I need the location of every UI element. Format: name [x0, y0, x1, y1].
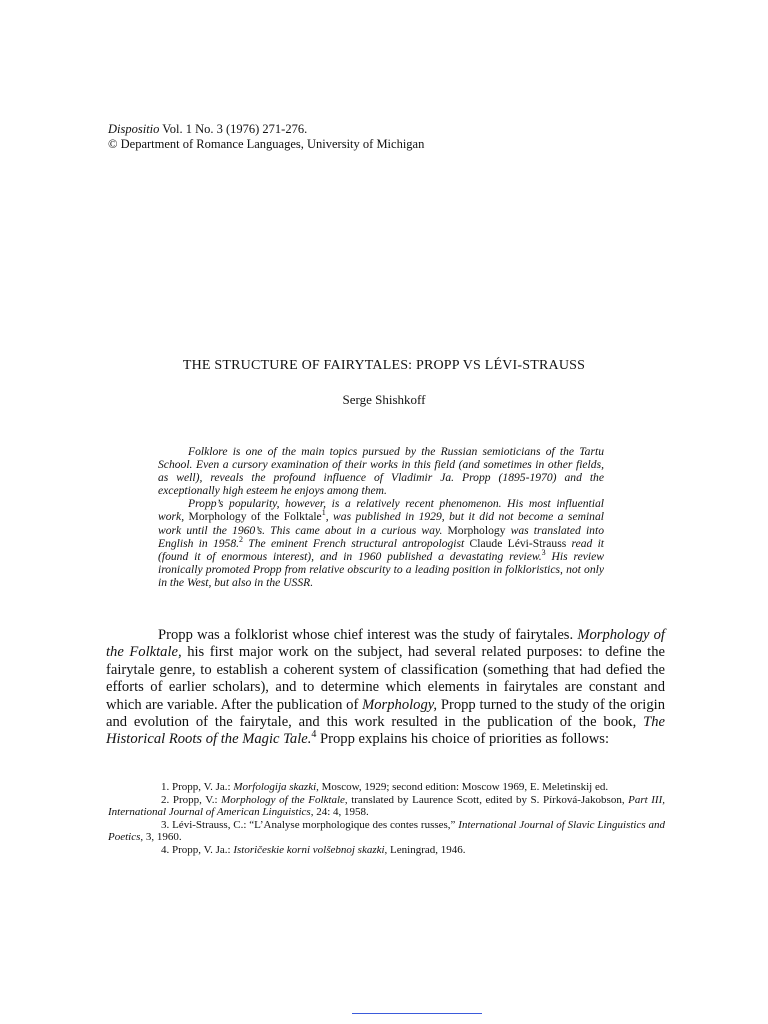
footnote-ref: 2: [239, 534, 244, 544]
footnotes: [108, 781, 665, 857]
footnote-1: 1. Propp, V. Ja.: Morfologija skazki, Moscow, 1929; second edition: Moscow 1969, E. Meletinskij ed.: [161, 781, 609, 793]
journal-name: Dispositio: [108, 122, 160, 136]
footnote-3: 3. Lévi-Strauss, C.: “L’Analyse morphologique des contes russes,” International Journal of Slavic Linguistics and Poetics, 3, 1960.: [108, 818, 665, 844]
abstract-paragraph-1: Folklore is one of the main topics pursued by the Russian semioticians of the Tartu School. Even a cursory examination of their works in this field (and sometimes in other fields, as well), reveals the profound influence of Vladimir Ja. Propp (1895-1970) and the exceptionally high esteem he enjoys among them.: [158, 445, 604, 498]
citation-line: [108, 122, 424, 137]
journal-header: [108, 122, 424, 152]
footnote-4: 4. Propp, V. Ja.: Istoričeskie korni volšebnoj skazki, Leningrad, 1946.: [161, 843, 466, 856]
abstract: [158, 445, 604, 589]
article-author: Serge Shishkoff: [342, 392, 426, 407]
body-paragraph: Propp was a folklorist whose chief interest was the study of fairytales. Morphology of the Folktale, his first major work on the subject, had several related purposes: to define the fairytale genre, to establish a coherent system of classification (something that had defied the efforts of earlier scholars), and to determine which elements in fairytales are constant and which are variable. After the publication of Morphology, Propp turned to the study of the origin and evolution of the fairytale, and this work resulted in the publication of the book, The Historical Roots of the Magic Tale.$^4$ Propp explains his choice of priorities as follows:: [106, 627, 665, 748]
article-title: THE STRUCTURE OF FAIRYTALES: PROPP VS LÉVI-STRAUSS: [182, 358, 586, 373]
abstract-paragraph-2: Propp’s popularity, however, is a relatively recent phenomenon. His most influential work, Morphology of the Folktale$^1$, was published in 1929, but it did not become a seminal work until the 1960’s. This came about in a curious way. Morphology was translated into English in 1958.$^2$ The eminent French structural antropologist Claude Lévi-Strauss read it (found it of enormous interest), and in 1960 published a devastating review.$^3$ His review ironically promoted Propp from relative obscurity to a leading position in folkloristics, not only in the West, but also in the USSR.: [158, 497, 605, 589]
copyright-line: © Department of Romance Languages, University of Michigan: [108, 137, 425, 151]
footnote-2: 2. Propp, V.: Morphology of the Folktale, translated by Laurence Scott, edited by S. Pírková-Jakobson, Part III, International Journal of American Linguistics, 24: 4, 1958.: [108, 793, 666, 819]
body-text: [106, 627, 665, 749]
footnote-ref: 4: [311, 729, 317, 741]
bottom-link-underline[interactable]: [352, 1013, 482, 1014]
footnote-ref: 1: [321, 508, 326, 518]
footnote-ref: 3: [541, 547, 546, 557]
journal-citation: Vol. 1 No. 3 (1976) 271-276.: [159, 122, 308, 136]
